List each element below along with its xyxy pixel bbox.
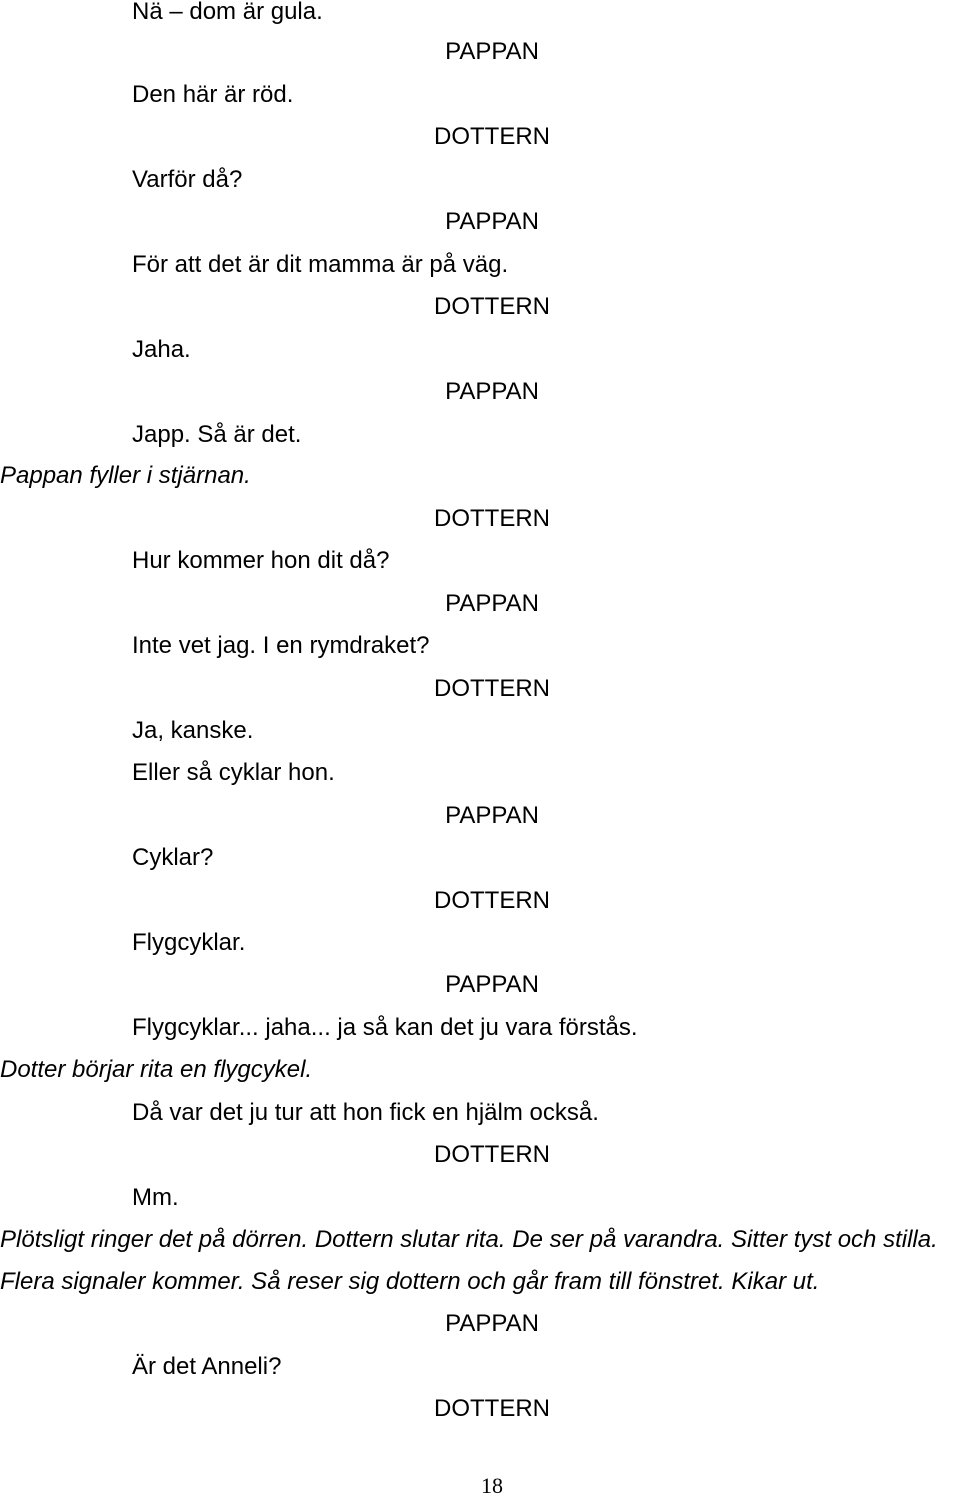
stage-direction: Plötsligt ringer det på dörren. Dottern slutar rita. De ser på varandra. Sitter tyst och stilla.: [0, 1226, 938, 1253]
dialogue-line: Cyklar?: [132, 844, 214, 871]
speaker-name: DOTTERN: [434, 1395, 550, 1422]
dialogue-line: Inte vet jag. I en rymdraket?: [132, 632, 430, 659]
speaker-name: PAPPAN: [445, 971, 539, 998]
dialogue-line: För att det är dit mamma är på väg.: [132, 251, 509, 278]
dialogue-line: Jaha.: [132, 336, 191, 363]
dialogue-line: Nä – dom är gula.: [132, 0, 323, 25]
dialogue-line: Eller så cyklar hon.: [132, 759, 335, 786]
dialogue-line: Då var det ju tur att hon fick en hjälm också.: [132, 1099, 599, 1126]
speaker-name: PAPPAN: [445, 590, 539, 617]
dialogue-line: Är det Anneli?: [132, 1353, 282, 1380]
dialogue-line: Den här är röd.: [132, 81, 294, 108]
speaker-name: PAPPAN: [445, 378, 539, 405]
speaker-name: PAPPAN: [445, 208, 539, 235]
speaker-name: DOTTERN: [434, 1141, 550, 1168]
stage-direction: Pappan fyller i stjärnan.: [0, 462, 251, 489]
speaker-name: DOTTERN: [434, 293, 550, 320]
dialogue-line: Japp. Så är det.: [132, 421, 302, 448]
speaker-name: PAPPAN: [445, 802, 539, 829]
speaker-name: DOTTERN: [434, 675, 550, 702]
speaker-name: PAPPAN: [445, 38, 539, 65]
dialogue-line: Ja, kanske.: [132, 717, 254, 744]
speaker-name: DOTTERN: [434, 505, 550, 532]
speaker-name: PAPPAN: [445, 1310, 539, 1337]
dialogue-line: Varför då?: [132, 166, 243, 193]
stage-direction: Dotter börjar rita en flygcykel.: [0, 1056, 313, 1083]
speaker-name: DOTTERN: [434, 123, 550, 150]
dialogue-line: Flygcyklar... jaha... ja så kan det ju vara förstås.: [132, 1014, 638, 1041]
stage-direction: Flera signaler kommer. Så reser sig dottern och går fram till fönstret. Kikar ut.: [0, 1268, 820, 1295]
speaker-name: DOTTERN: [434, 887, 550, 914]
page-number: 18: [481, 1473, 503, 1498]
dialogue-line: Flygcyklar.: [132, 929, 246, 956]
dialogue-line: Hur kommer hon dit då?: [132, 547, 390, 574]
dialogue-line: Mm.: [132, 1184, 179, 1211]
